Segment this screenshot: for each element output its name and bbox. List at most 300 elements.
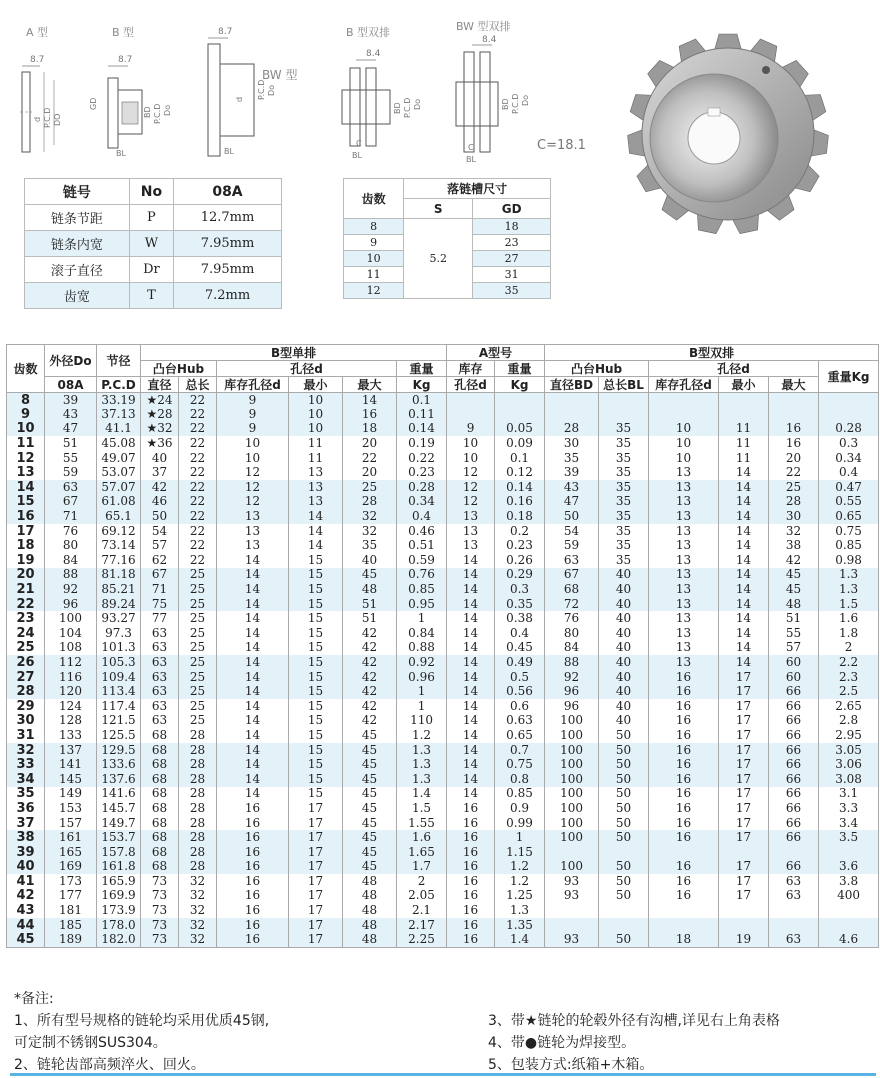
table-row <box>7 757 879 772</box>
header-weight: 重量 <box>397 361 447 377</box>
svg-text:DO: DO <box>53 113 62 126</box>
table-cell: 22 <box>179 509 217 524</box>
table-cell: 63 <box>141 714 179 729</box>
spec-cell: 7.2mm <box>174 283 282 309</box>
table-cell: 16 <box>447 801 495 816</box>
table-cell <box>649 903 719 918</box>
table-cell: 28 <box>179 743 217 758</box>
table-cell: 28 <box>545 422 599 437</box>
table-cell: 0.75 <box>819 524 879 539</box>
table-cell: 40 <box>599 582 649 597</box>
table-cell: 50 <box>545 509 599 524</box>
table-row <box>7 918 879 933</box>
notch-cell: 23 <box>473 235 551 251</box>
spec-cell: P <box>129 205 173 231</box>
table-cell: 14 <box>719 626 769 641</box>
table-cell: 42 <box>343 714 397 729</box>
table-cell: 17 <box>719 670 769 685</box>
table-cell: 0.2 <box>495 524 545 539</box>
header-stock-bore-double: 库存孔径d <box>649 377 719 393</box>
table-cell: 0.28 <box>397 480 447 495</box>
svg-text:P.C.D: P.C.D <box>153 103 162 124</box>
table-row <box>7 670 879 685</box>
spec-header-08a: 08A <box>174 179 282 205</box>
table-cell: 0.56 <box>495 684 545 699</box>
table-cell: 22 <box>179 451 217 466</box>
table-cell: 48 <box>343 874 397 889</box>
svg-text:8.4: 8.4 <box>482 35 497 45</box>
svg-text:Do: Do <box>267 84 276 96</box>
table-cell: 165 <box>45 845 97 860</box>
note-1b: 可定制不锈钢SUS304。 <box>14 1035 167 1051</box>
table-cell: 66 <box>769 772 819 787</box>
bw-double-label: BW 型双排 <box>456 20 511 33</box>
spec-cell: 12.7mm <box>174 205 282 231</box>
table-cell: 14 <box>719 480 769 495</box>
table-cell: 50 <box>599 757 649 772</box>
table-cell: 17 <box>289 830 343 845</box>
table-cell: 50 <box>599 830 649 845</box>
table-cell: 10 <box>649 451 719 466</box>
table-cell: 25 <box>179 655 217 670</box>
table-cell: 28 <box>179 845 217 860</box>
table-cell: 13 <box>217 524 289 539</box>
table-cell: 68 <box>141 728 179 743</box>
table-cell: 22 <box>179 553 217 568</box>
table-cell: 35 <box>599 451 649 466</box>
svg-text:P.C.D: P.C.D <box>43 107 52 128</box>
table-cell: 17 <box>719 699 769 714</box>
table-cell: 35 <box>599 553 649 568</box>
table-cell: 14 <box>289 538 343 553</box>
table-cell: 108 <box>45 641 97 656</box>
table-cell: 13 <box>649 568 719 583</box>
table-row <box>7 816 879 831</box>
table-cell: 181 <box>45 903 97 918</box>
table-cell <box>447 393 495 408</box>
table-row <box>7 597 879 612</box>
svg-text:BD: BD <box>393 102 402 114</box>
header-hub-len: 总长 <box>179 377 217 393</box>
table-cell: 63 <box>545 553 599 568</box>
table-cell: 66 <box>769 860 819 875</box>
table-cell: 16 <box>649 772 719 787</box>
table-cell: 73 <box>141 903 179 918</box>
table-cell: 46 <box>141 495 179 510</box>
table-cell: 100 <box>545 743 599 758</box>
table-cell: 17 <box>719 830 769 845</box>
notch-header-s: S <box>404 199 473 219</box>
table-cell: 3.3 <box>819 801 879 816</box>
teeth-cell: 25 <box>7 641 45 656</box>
teeth-cell: 19 <box>7 553 45 568</box>
table-cell: 69.12 <box>97 524 141 539</box>
notch-cell: 18 <box>473 219 551 235</box>
table-cell: 14 <box>447 743 495 758</box>
table-cell: 17 <box>719 757 769 772</box>
table-cell: 16 <box>649 874 719 889</box>
table-cell <box>599 845 649 860</box>
table-cell: 14 <box>447 568 495 583</box>
table-cell: 15 <box>289 699 343 714</box>
table-cell: 14 <box>217 743 289 758</box>
header-bore-double: 孔径d <box>649 361 819 377</box>
table-cell: 14 <box>217 641 289 656</box>
teeth-cell: 28 <box>7 684 45 699</box>
notch-header-teeth: 齿数 <box>344 179 404 219</box>
table-cell: 73 <box>141 932 179 947</box>
table-cell: 84 <box>45 553 97 568</box>
table-cell: 16 <box>649 743 719 758</box>
table-cell: 13 <box>649 538 719 553</box>
table-cell: 28 <box>343 495 397 510</box>
svg-text:Do: Do <box>163 104 172 116</box>
table-cell: 1.2 <box>495 860 545 875</box>
table-cell: 17 <box>719 743 769 758</box>
table-cell: 14 <box>719 465 769 480</box>
table-cell: 75 <box>141 597 179 612</box>
header-a-type: A型号 <box>447 345 545 361</box>
table-cell: 0.23 <box>495 538 545 553</box>
table-cell: 68 <box>141 860 179 875</box>
table-cell <box>545 903 599 918</box>
table-cell: 0.47 <box>819 480 879 495</box>
table-cell: 16 <box>447 889 495 904</box>
table-cell: 54 <box>545 524 599 539</box>
table-cell: 17 <box>289 874 343 889</box>
table-cell: 25 <box>769 480 819 495</box>
table-cell: 40 <box>599 611 649 626</box>
table-cell: 57.07 <box>97 480 141 495</box>
header-bl: 总长BL <box>599 377 649 393</box>
table-cell: 1.6 <box>397 830 447 845</box>
table-cell: 10 <box>217 451 289 466</box>
table-cell: 0.95 <box>397 597 447 612</box>
drawings-area <box>0 0 880 320</box>
table-cell <box>769 903 819 918</box>
table-cell: 14 <box>719 655 769 670</box>
table-cell: 14 <box>217 626 289 641</box>
table-cell: 145.7 <box>97 801 141 816</box>
table-cell: 14 <box>447 655 495 670</box>
table-cell: 105.3 <box>97 655 141 670</box>
table-cell: 37.13 <box>97 407 141 422</box>
table-row <box>7 743 879 758</box>
table-cell: 12 <box>447 480 495 495</box>
table-cell: 1.3 <box>397 757 447 772</box>
table-cell: 67 <box>141 568 179 583</box>
table-cell: ★28 <box>141 407 179 422</box>
table-cell: 141 <box>45 757 97 772</box>
table-cell: 16 <box>217 816 289 831</box>
table-cell: 47 <box>45 422 97 437</box>
table-cell: 0.6 <box>495 699 545 714</box>
table-cell: 73 <box>141 889 179 904</box>
table-cell: 13 <box>649 582 719 597</box>
table-cell: 14 <box>719 524 769 539</box>
table-cell: 0.4 <box>397 509 447 524</box>
table-cell: 14 <box>217 670 289 685</box>
table-row <box>7 684 879 699</box>
table-cell <box>719 903 769 918</box>
table-cell <box>719 845 769 860</box>
table-cell: 0.49 <box>495 655 545 670</box>
table-cell: 25 <box>179 684 217 699</box>
table-cell: 28 <box>179 816 217 831</box>
table-cell: 16 <box>447 830 495 845</box>
table-cell: 63 <box>141 641 179 656</box>
table-cell: 76 <box>45 524 97 539</box>
table-cell <box>599 407 649 422</box>
table-cell: 0.85 <box>397 582 447 597</box>
table-cell: 14 <box>217 757 289 772</box>
svg-text:C: C <box>468 143 474 152</box>
table-cell: 100 <box>545 787 599 802</box>
table-cell: 35 <box>599 538 649 553</box>
table-cell: 100 <box>545 757 599 772</box>
table-cell: 14 <box>447 641 495 656</box>
table-cell: 9 <box>447 422 495 437</box>
table-cell: 25 <box>179 670 217 685</box>
svg-text:BL: BL <box>352 151 362 160</box>
table-cell: 12 <box>217 480 289 495</box>
table-cell: 14 <box>217 655 289 670</box>
table-cell: 15 <box>289 568 343 583</box>
table-cell: 13 <box>649 509 719 524</box>
table-cell: 10 <box>447 451 495 466</box>
table-cell <box>599 393 649 408</box>
table-cell <box>819 407 879 422</box>
table-cell: 101.3 <box>97 641 141 656</box>
note-5: 5、包装方式:纸箱+木箱。 <box>488 1057 654 1073</box>
table-cell: 121.5 <box>97 714 141 729</box>
teeth-cell: 30 <box>7 714 45 729</box>
table-cell: 67 <box>45 495 97 510</box>
table-cell: 13 <box>649 524 719 539</box>
table-cell: 22 <box>179 480 217 495</box>
table-cell: 2 <box>397 874 447 889</box>
notch-header-group: 落链槽尺寸 <box>404 179 551 199</box>
table-cell: 15 <box>289 597 343 612</box>
table-cell: 16 <box>649 728 719 743</box>
table-cell <box>545 393 599 408</box>
table-cell: 0.29 <box>495 568 545 583</box>
table-cell: 137.6 <box>97 772 141 787</box>
table-cell: 55 <box>45 451 97 466</box>
table-cell <box>649 845 719 860</box>
table-row <box>7 524 879 539</box>
table-cell: 35 <box>599 480 649 495</box>
header-weight-kg: 重量Kg <box>819 361 879 393</box>
table-cell: 14 <box>447 757 495 772</box>
table-cell: 93.27 <box>97 611 141 626</box>
table-cell: 68 <box>141 845 179 860</box>
table-cell: 28 <box>179 728 217 743</box>
header-b-double: B型双排 <box>545 345 879 361</box>
notch-cell: 35 <box>473 283 551 299</box>
notch-cell: 11 <box>344 267 404 283</box>
teeth-cell: 34 <box>7 772 45 787</box>
table-row <box>7 714 879 729</box>
table-cell: 63 <box>141 699 179 714</box>
table-cell: 28 <box>179 772 217 787</box>
table-cell: 13 <box>649 626 719 641</box>
sprocket-size-table <box>6 344 879 948</box>
teeth-cell: 29 <box>7 699 45 714</box>
table-cell: 14 <box>447 772 495 787</box>
spec-cell: T <box>129 283 173 309</box>
table-cell: 63 <box>141 655 179 670</box>
table-cell: 11 <box>719 422 769 437</box>
table-cell: 14 <box>217 597 289 612</box>
teeth-cell: 14 <box>7 480 45 495</box>
header-min-double: 最小 <box>719 377 769 393</box>
table-cell: 35 <box>599 524 649 539</box>
table-cell: 15 <box>289 684 343 699</box>
table-cell: 17 <box>719 860 769 875</box>
teeth-cell: 44 <box>7 918 45 933</box>
table-row <box>7 772 879 787</box>
table-cell: 14 <box>719 611 769 626</box>
table-cell: 40 <box>599 655 649 670</box>
table-cell <box>599 918 649 933</box>
table-cell: 0.85 <box>495 787 545 802</box>
table-cell: 62 <box>141 553 179 568</box>
table-row <box>7 655 879 670</box>
header-hub: 凸台Hub <box>141 361 217 377</box>
table-cell <box>819 845 879 860</box>
table-cell: 2.65 <box>819 699 879 714</box>
table-row <box>7 932 879 947</box>
table-cell: 77.16 <box>97 553 141 568</box>
table-cell: 16 <box>649 787 719 802</box>
table-cell: 0.46 <box>397 524 447 539</box>
table-cell: 0.34 <box>819 451 879 466</box>
table-cell: 28 <box>769 495 819 510</box>
teeth-cell: 43 <box>7 903 45 918</box>
table-cell: 0.12 <box>495 465 545 480</box>
table-cell: 13 <box>649 465 719 480</box>
table-cell: 33.19 <box>97 393 141 408</box>
header-a-weight: 重量 <box>495 361 545 377</box>
table-cell: 16 <box>447 816 495 831</box>
table-cell: 0.23 <box>397 465 447 480</box>
table-cell: 48 <box>343 918 397 933</box>
table-cell <box>719 407 769 422</box>
table-cell: 0.35 <box>495 597 545 612</box>
table-cell: 169.9 <box>97 889 141 904</box>
table-cell <box>819 393 879 408</box>
table-cell: 10 <box>289 393 343 408</box>
table-cell: 51 <box>343 597 397 612</box>
table-cell <box>495 393 545 408</box>
table-cell: 66 <box>769 830 819 845</box>
table-cell: 169 <box>45 860 97 875</box>
table-row <box>7 699 879 714</box>
svg-text:8.7: 8.7 <box>118 55 133 65</box>
svg-text:d: d <box>235 96 244 102</box>
table-cell: 22 <box>343 451 397 466</box>
table-cell: 32 <box>343 509 397 524</box>
a-type-label: A 型 <box>26 26 49 39</box>
table-cell: 149.7 <box>97 816 141 831</box>
notch-table <box>343 178 551 299</box>
notch-cell: 9 <box>344 235 404 251</box>
table-cell: 15 <box>289 670 343 685</box>
a-type-drawing <box>10 50 80 160</box>
teeth-cell: 27 <box>7 670 45 685</box>
table-cell <box>599 903 649 918</box>
teeth-cell: 12 <box>7 451 45 466</box>
table-cell: 42 <box>343 699 397 714</box>
table-cell: 16 <box>447 845 495 860</box>
table-cell: 10 <box>447 436 495 451</box>
table-cell: 17 <box>289 932 343 947</box>
header-do: 外径Do <box>45 345 97 377</box>
notch-cell: 27 <box>473 251 551 267</box>
table-cell: 157.8 <box>97 845 141 860</box>
svg-text:Do: Do <box>521 94 530 106</box>
table-cell: 14 <box>217 611 289 626</box>
table-cell: 0.75 <box>495 757 545 772</box>
table-cell: 16 <box>649 757 719 772</box>
table-cell <box>719 393 769 408</box>
table-cell: 60 <box>769 655 819 670</box>
table-cell: 15 <box>289 728 343 743</box>
table-cell: 13 <box>649 495 719 510</box>
table-cell: 13 <box>289 465 343 480</box>
table-cell: 25 <box>343 480 397 495</box>
table-cell: 25 <box>179 714 217 729</box>
table-cell: 17 <box>719 801 769 816</box>
table-cell: 400 <box>819 889 879 904</box>
table-cell: 37 <box>141 465 179 480</box>
note-1a: 1、所有型号规格的链轮均采用优质45钢, <box>14 1013 270 1029</box>
table-cell: 2.95 <box>819 728 879 743</box>
svg-text:BD: BD <box>143 106 152 118</box>
table-cell: 1.6 <box>819 611 879 626</box>
table-cell: 45 <box>343 830 397 845</box>
table-cell: 11 <box>289 436 343 451</box>
table-cell: 0.55 <box>819 495 879 510</box>
table-cell: 81.18 <box>97 568 141 583</box>
table-cell: 71 <box>141 582 179 597</box>
table-row <box>7 393 879 408</box>
table-cell: 77 <box>141 611 179 626</box>
table-cell: 0.34 <box>397 495 447 510</box>
table-cell <box>769 407 819 422</box>
table-cell: 93 <box>545 932 599 947</box>
table-cell: 55 <box>769 626 819 641</box>
teeth-cell: 37 <box>7 816 45 831</box>
table-cell: 40 <box>599 597 649 612</box>
table-cell: 0.8 <box>495 772 545 787</box>
table-cell: 59 <box>45 465 97 480</box>
table-cell: 25 <box>179 597 217 612</box>
teeth-cell: 18 <box>7 538 45 553</box>
table-cell: 48 <box>343 582 397 597</box>
table-cell: 13 <box>447 509 495 524</box>
header-hub-dia: 直径 <box>141 377 179 393</box>
table-cell: 100 <box>545 714 599 729</box>
table-cell: 17 <box>719 772 769 787</box>
table-cell: 35 <box>599 465 649 480</box>
table-cell: 32 <box>179 932 217 947</box>
table-cell <box>649 393 719 408</box>
table-cell: 51 <box>343 611 397 626</box>
spec-cell: 链条内宽 <box>25 231 130 257</box>
table-row <box>7 480 879 495</box>
